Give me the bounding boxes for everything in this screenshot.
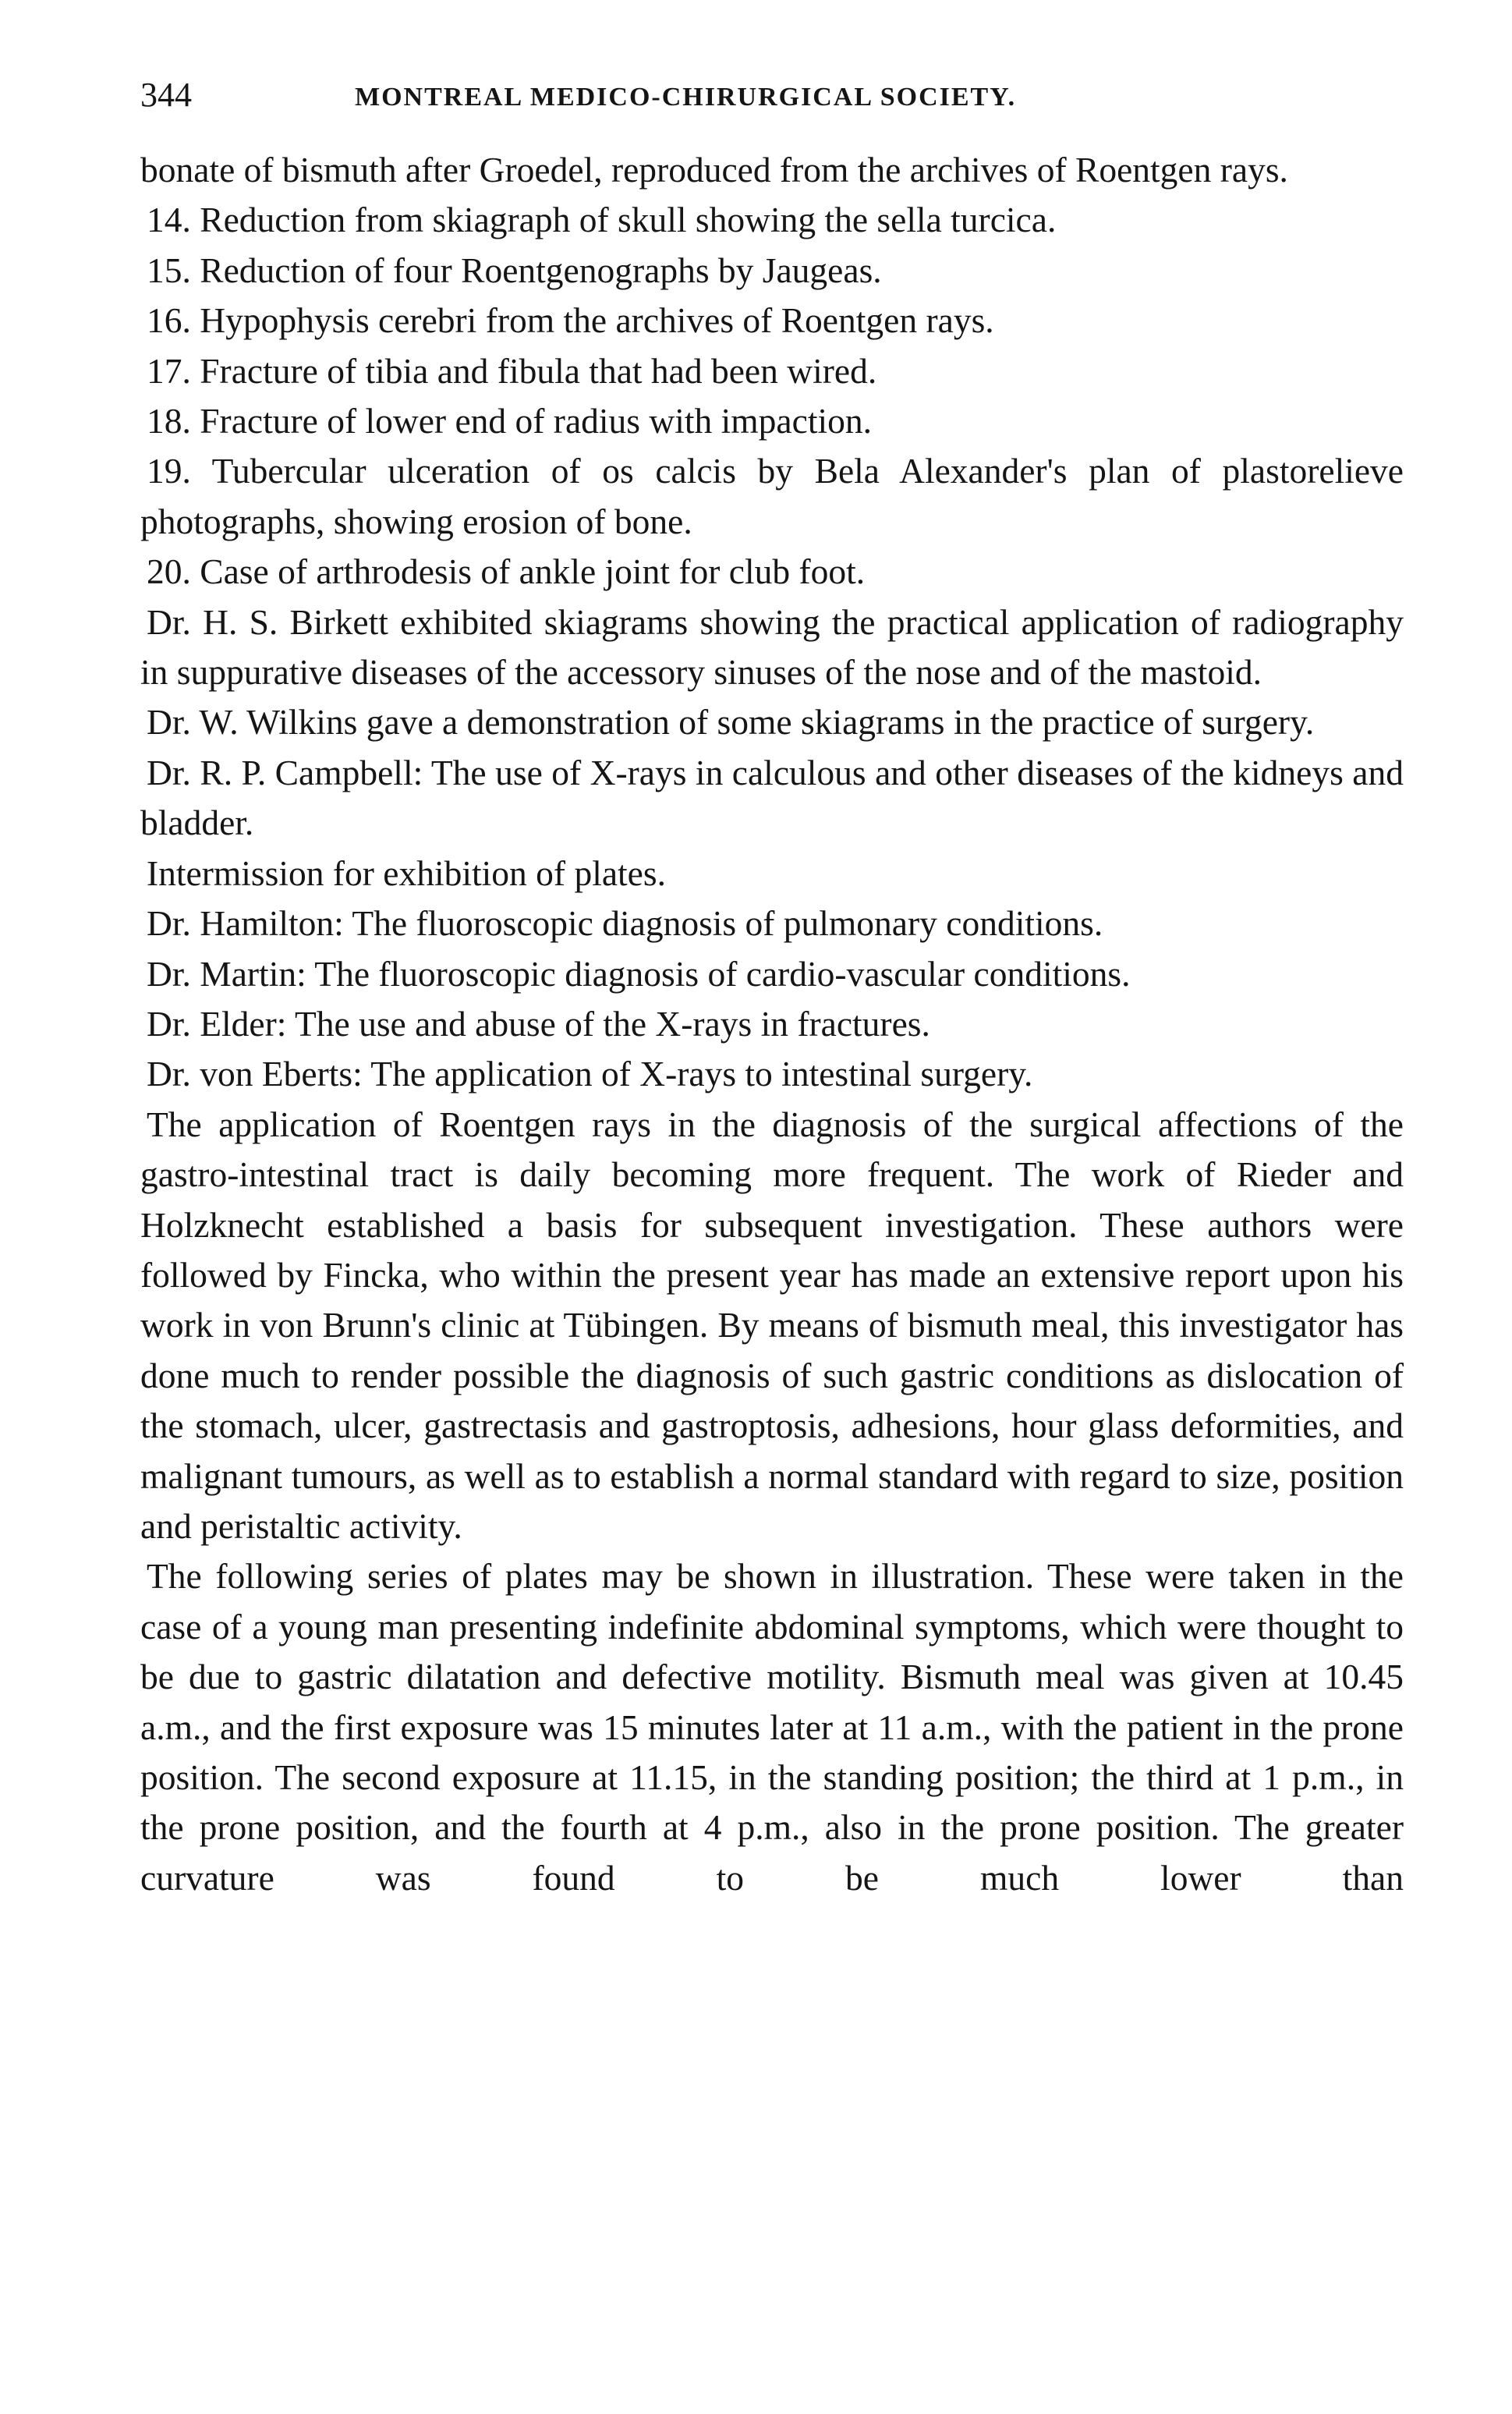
paragraph-roentgen-application: The application of Roentgen rays in the diagnosis of the surgical affections of the gastro-intestinal tract is daily becoming more frequent. The work of Rieder and Holzknecht established a basis for subsequent investigation. These authors were followed by Fincka, who within the present year has made an extensive report upon his work in von Brunn's clinic at Tübingen. By means of bismuth meal, this investigator has done much to render possible the diagnosis of such gastric conditions as dislocation of the stomach, ulcer, gastrectasis and gastroptosis, adhesions, hour glass deformities, and malignant tumours, as well as to establish a normal standard with regard to size, position and peristaltic activity. (140, 1104, 1404, 1546)
paragraph-von-eberts: Dr. von Eberts: The application of X-rays to intestinal surgery. (147, 1054, 1033, 1094)
list-item-15: 15. Reduction of four Roentgenographs by Jaugeas. (147, 250, 882, 290)
paragraph-campbell: Dr. R. P. Campbell: The use of X-rays in calculous and other diseases of the kidneys and bladder. (140, 752, 1404, 843)
page-number: 344 (140, 76, 192, 114)
paragraph-martin: Dr. Martin: The fluoroscopic diagnosis of cardio-vascular conditions. (147, 953, 1131, 994)
journal-title: MONTREAL MEDICO-CHIRURGICAL SOCIETY. (355, 83, 1017, 112)
paragraph-intermission: Intermission for exhibition of plates. (147, 853, 666, 893)
running-head (140, 72, 1419, 119)
list-item-19: 19. Tubercular ulceration of os calcis by Bela Alexander's plan of plastorelieve photographs, showing erosion of bone. (140, 451, 1404, 541)
paragraph-continued: bonate of bismuth after Groedel, reproduced from the archives of Roentgen rays. (140, 150, 1288, 190)
body-text (140, 145, 1404, 1903)
list-item-18: 18. Fracture of lower end of radius with impaction. (147, 401, 872, 441)
paragraph-birkett: Dr. H. S. Birkett exhibited skiagrams showing the practical application of radiography in suppurative diseases of the accessory sinuses of the nose and of the mastoid. (140, 601, 1404, 693)
list-item-14: 14. Reduction from skiagraph of skull showing the sella turcica. (147, 200, 1057, 240)
paragraph-plates-series: The following series of plates may be shown in illustration. These were taken in the case of a young man presenting indefinite abdominal symptoms, which were thought to be due to gastric dilatation and defective motility. Bismuth meal was given at 10.45 a.m., and the first exposure was 15 minutes later at 11 a.m., with the patient in the prone position. The second exposure at 11.15, in the standing position; the third at 1 p.m., in the prone position, and the fourth at 4 p.m., also in the prone position. The greater curvature was found to be much lower than (140, 1556, 1404, 1898)
paragraph-wilkins: Dr. W. Wilkins gave a demonstration of some skiagrams in the practice of surgery. (147, 702, 1315, 743)
paragraph-elder: Dr. Elder: The use and abuse of the X-rays in fractures. (147, 1003, 930, 1044)
list-item-17: 17. Fracture of tibia and fibula that had been wired. (147, 350, 877, 391)
list-item-16: 16. Hypophysis cerebri from the archives of Roentgen rays. (147, 300, 994, 341)
paragraph-hamilton: Dr. Hamilton: The fluoroscopic diagnosis of pulmonary conditions. (147, 903, 1103, 944)
list-item-20: 20. Case of arthrodesis of ankle joint for club foot. (147, 551, 866, 592)
